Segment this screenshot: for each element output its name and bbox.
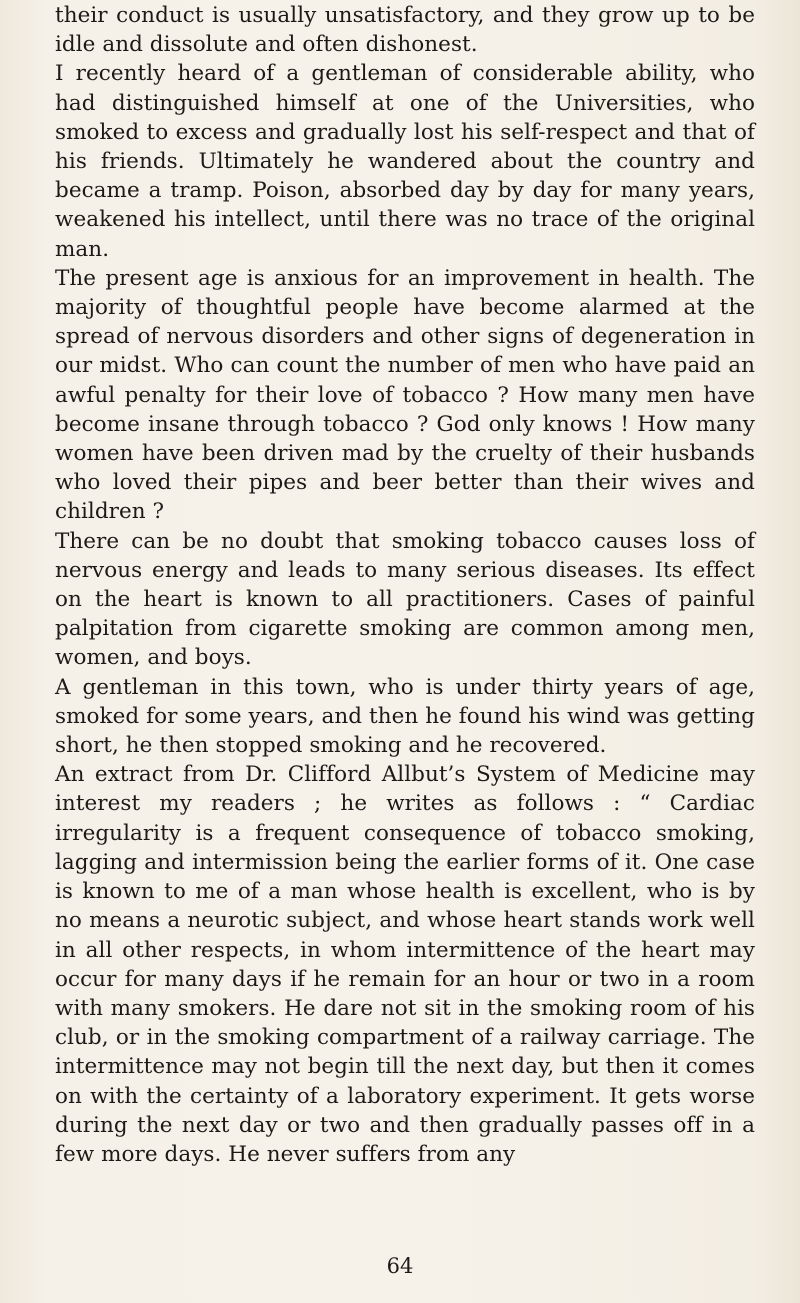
paragraph-nervous-energy: There can be no doubt that smoking tobacco causes loss of nervous energy and leads to many serious diseases. Its effect on the heart is known to all practitioners. Cases of painful palpitation from cigarette smoking are common among men, women, and boys.: [55, 528, 755, 671]
page-number: 64: [386, 1254, 414, 1278]
paragraph-present-age: The present age is anxious for an improvement in health. The majority of thoughtful people have become alarmed at the spread of nervous disorders and other signs of degeneration in our midst. Who can count the number of men who have paid an awful penalty for their love of tobacco ? How many men have become insane through tobacco ? God only knows ! How many women have been driven mad by the cruelty of their husbands who loved their pipes and beer better than their wives and children ?: [55, 265, 755, 525]
paragraph-continuation: their conduct is usually unsatisfactory, and they grow up to be idle and dissolute and often dishonest.: [55, 3, 755, 58]
paragraph-gentleman-town: A gentleman in this town, who is under thirty years of age, smoked for some years, and then he found his wind was getting short, he then stopped smoking and he recovered.: [55, 674, 755, 759]
paragraph-allbut-extract: An extract from Dr. Clifford Allbut’s System of Medicine may interest my readers ; he writes as follows : “ Cardiac irregularity is a frequent consequence of tobacco smoking, lagging and intermission being the earlier forms of it. One case is known to me of a man whose health is excellent, who is by no means a neurotic subject, and whose heart stands work well in all other respects, in whom intermittence of the heart may occur for many days if he remain for an hour or two in a room with many smokers. He dare not sit in the smoking room of his club, or in the smoking compartment of a railway carriage. The intermittence may not begin till the next day, but then it comes on with the certainty of a laboratory experiment. It gets worse during the next day or two and then gradually passes off in a few more days. He never suffers from any: [55, 762, 755, 1167]
body-text: [55, 1, 755, 1169]
paragraph-gentleman-tramp: I recently heard of a gentleman of considerable ability, who had distinguished himself at one of the Universities, who smoked to excess and gradually lost his self-respect and that of his friends. Ultimately he wandered about the country and became a tramp. Poison, absorbed day by day for many years, weakened his intellect, until there was no trace of the original man.: [55, 61, 755, 262]
